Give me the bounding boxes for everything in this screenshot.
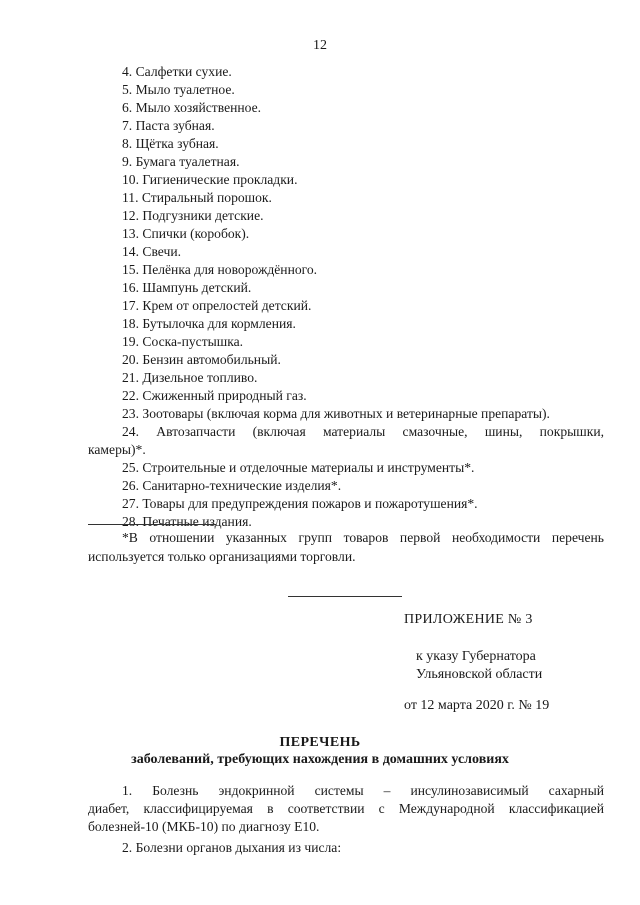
list-item: 22. Сжиженный природный газ. <box>122 388 307 403</box>
document-title: ПЕРЕЧЕНЬ <box>279 735 361 750</box>
footnote-line: *В отношении указанных групп товаров первой необходимости перечень <box>122 530 604 545</box>
list-item: 18. Бутылочка для кормления. <box>122 316 296 331</box>
goods-list <box>88 63 604 531</box>
list-item: 6. Мыло хозяйственное. <box>122 100 262 115</box>
document-subtitle: заболеваний, требующих нахождения в домашних условиях <box>131 752 509 767</box>
list-item: 5. Мыло туалетное. <box>122 82 235 97</box>
document-body <box>88 782 604 857</box>
footnote-line: используется только организациями торговли. <box>88 549 356 564</box>
footnote <box>88 528 604 566</box>
list-item-continuation: камеры)*. <box>88 442 146 457</box>
list-item: 12. Подгузники детские. <box>122 208 264 223</box>
paragraph-line: 1. Болезнь эндокринной системы – инсулинозависимый сахарный <box>122 783 604 798</box>
appendix-reference-line: Ульяновской области <box>416 667 543 682</box>
list-item: 9. Бумага туалетная. <box>122 154 240 169</box>
list-item: 15. Пелёнка для новорождённого. <box>122 262 318 277</box>
list-item: 20. Бензин автомобильный. <box>122 352 281 367</box>
list-item: 7. Паста зубная. <box>122 118 215 133</box>
list-item: 10. Гигиенические прокладки. <box>122 172 298 187</box>
appendix-reference <box>416 648 616 684</box>
appendix-title: ПРИЛОЖЕНИЕ № 3 <box>404 612 533 627</box>
list-item: 21. Дизельное топливо. <box>122 370 258 385</box>
list-item: 14. Свечи. <box>122 244 182 259</box>
section-divider <box>288 596 402 597</box>
appendix-reference-line: к указу Губернатора <box>416 649 536 664</box>
paragraph-line: диабет, классифицируемая в соответствии с Международной классификацией <box>88 801 604 816</box>
page-number: 12 <box>313 38 327 53</box>
list-item: 13. Спички (коробок). <box>122 226 250 241</box>
footnote-divider <box>88 524 216 525</box>
list-item: 4. Салфетки сухие. <box>122 64 232 79</box>
list-item: 25. Строительные и отделочные материалы и инструменты*. <box>122 460 475 475</box>
list-item: 19. Соска-пустышка. <box>122 334 244 349</box>
list-item: 24. Автозапчасти (включая материалы смазочные, шины, покрышки, <box>122 424 604 439</box>
list-item: 23. Зоотовары (включая корма для животных и ветеринарные препараты). <box>122 406 550 421</box>
list-item: 16. Шампунь детский. <box>122 280 252 295</box>
list-item: 28. Печатные издания. <box>122 514 252 529</box>
list-item: 8. Щётка зубная. <box>122 136 219 151</box>
paragraph-line: 2. Болезни органов дыхания из числа: <box>122 840 342 855</box>
appendix-date: от 12 марта 2020 г. № 19 <box>404 698 550 713</box>
paragraph-line: болезней-10 (МКБ-10) по диагнозу Е10. <box>88 819 320 834</box>
list-item: 11. Стиральный порошок. <box>122 190 272 205</box>
list-item: 27. Товары для предупреждения пожаров и пожаротушения*. <box>122 496 478 511</box>
list-item: 17. Крем от опрелостей детский. <box>122 298 312 313</box>
list-item: 26. Санитарно-технические изделия*. <box>122 478 342 493</box>
